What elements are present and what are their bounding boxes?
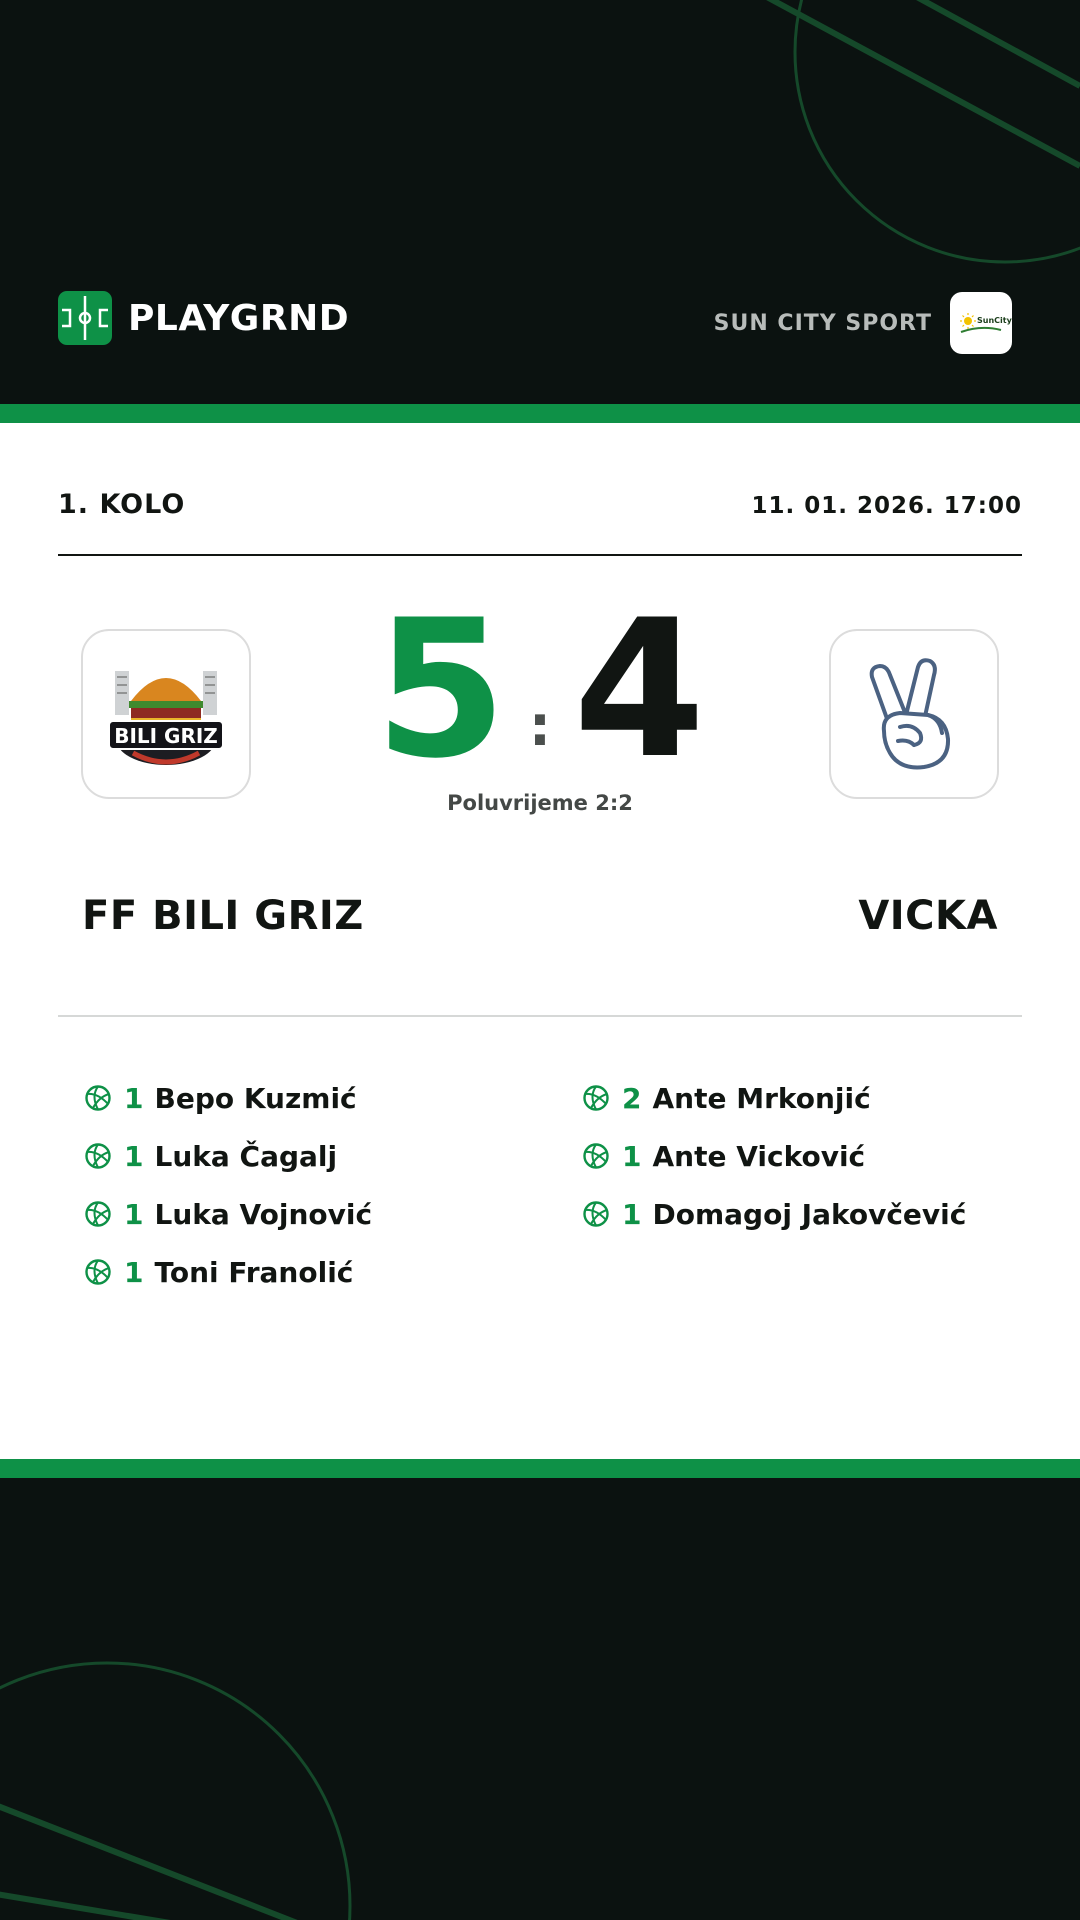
scorer-row: [582, 1127, 1042, 1185]
divider: [58, 554, 1022, 556]
ball-icon: [582, 1142, 610, 1170]
away-score: 4: [573, 579, 706, 800]
scorer-name: Toni Franolić: [154, 1255, 354, 1289]
goal-count: 1: [124, 1255, 144, 1289]
scorer-name: Bepo Kuzmić: [154, 1081, 357, 1115]
scorer-row: [84, 1127, 544, 1185]
halftime-score: Poluvrijeme 2:2: [447, 791, 633, 815]
home-score: 5: [374, 579, 507, 800]
home-team-name: FF BILI GRIZ: [82, 893, 364, 939]
goal-count: 1: [124, 1081, 144, 1115]
burger-crest-logo: [101, 649, 231, 779]
scorer-row: [84, 1185, 544, 1243]
pitch-lines-decoration: [0, 1478, 1080, 1920]
sponsor-logo-text: SunCity: [977, 316, 1012, 325]
scorer-name: Luka Vojnović: [154, 1197, 373, 1231]
scoreboard: [374, 579, 706, 800]
away-team-name: VICKA: [858, 893, 998, 939]
brand: [58, 291, 349, 345]
goal-count: 1: [124, 1139, 144, 1173]
home-team-logo: [81, 629, 251, 799]
away-scorers: [582, 1069, 1042, 1243]
ball-icon: [84, 1200, 112, 1228]
scorer-row: [582, 1185, 1042, 1243]
footer-section: [0, 1478, 1080, 1920]
scorer-row: [84, 1243, 544, 1301]
home-scorers: [84, 1069, 544, 1301]
match-card: [0, 423, 1080, 1459]
sun-icon: [959, 312, 1012, 334]
goal-count: 1: [622, 1139, 642, 1173]
scorer-row: [582, 1069, 1042, 1127]
scorer-name: Ante Mrkonjić: [652, 1081, 871, 1115]
round-label: 1. KOLO: [58, 489, 186, 520]
sponsor-logo: [950, 292, 1012, 354]
goal-count: 1: [124, 1197, 144, 1231]
away-team-logo: [829, 629, 999, 799]
ball-icon: [582, 1084, 610, 1112]
divider: [58, 1015, 1022, 1017]
victory-hand-logo: [854, 649, 974, 779]
sponsor-name: SUN CITY SPORT: [713, 310, 932, 336]
ball-icon: [84, 1142, 112, 1170]
ball-icon: [84, 1084, 112, 1112]
score-separator: :: [528, 694, 552, 759]
scorer-name: Ante Vicković: [652, 1139, 866, 1173]
header-section: [0, 0, 1080, 404]
accent-stripe-bottom: [0, 1459, 1080, 1478]
sponsor: [714, 292, 1012, 354]
goal-count: 1: [622, 1197, 642, 1231]
ball-icon: [84, 1258, 112, 1286]
scorer-name: Luka Čagalj: [154, 1139, 338, 1173]
goal-count: 2: [622, 1081, 642, 1115]
match-datetime: 11. 01. 2026. 17:00: [751, 493, 1022, 519]
accent-stripe-top: [0, 404, 1080, 423]
brand-name: PLAYGRND: [128, 297, 350, 339]
scorer-name: Domagoj Jakovčević: [652, 1197, 967, 1231]
ball-icon: [582, 1200, 610, 1228]
pitch-icon: [58, 291, 112, 345]
home-logo-text: BILI GRIZ: [114, 724, 218, 748]
scorer-row: [84, 1069, 544, 1127]
